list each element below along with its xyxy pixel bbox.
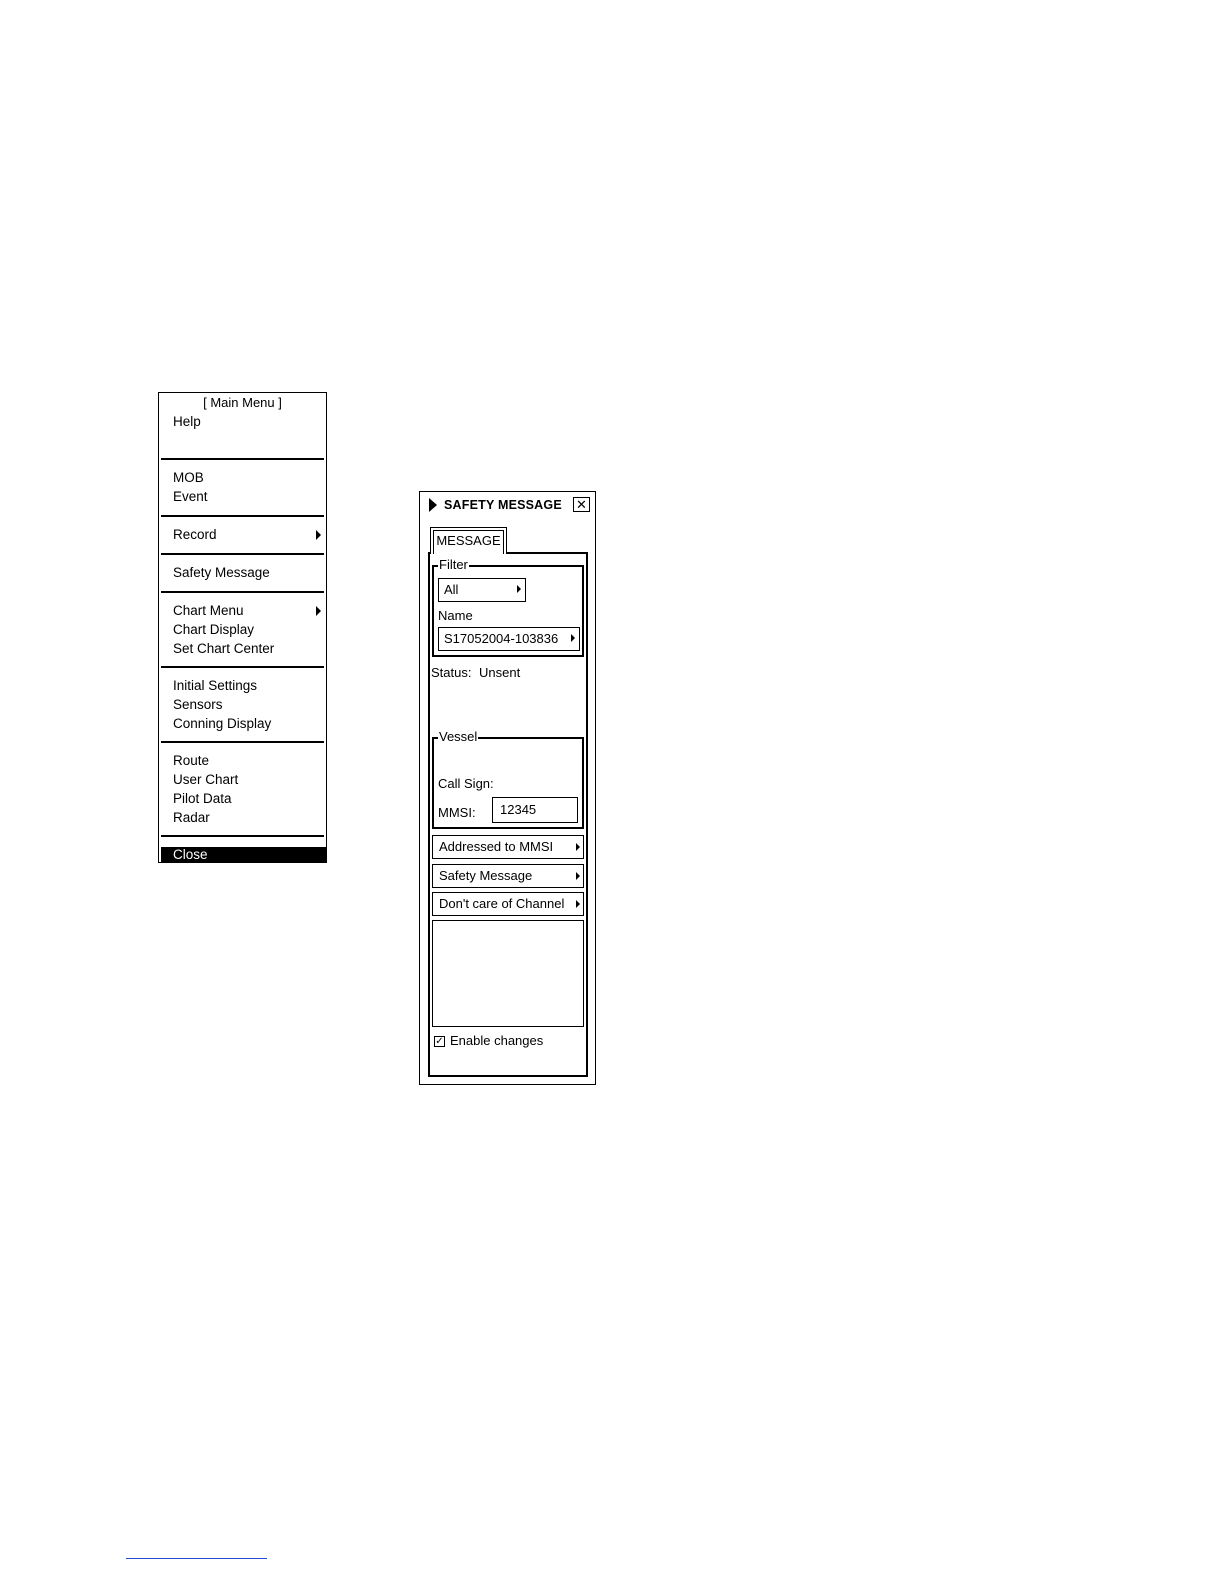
filter-select-value: All: [444, 582, 459, 597]
menu-divider: [161, 591, 324, 593]
message-type-select-value: Safety Message: [439, 868, 533, 883]
menu-item-conning-display[interactable]: Conning Display: [173, 716, 272, 731]
addressing-select-value: Addressed to MMSI: [439, 839, 554, 854]
menu-item-pilot-data[interactable]: Pilot Data: [173, 791, 232, 806]
submenu-arrow-icon: [316, 606, 321, 616]
dropdown-arrow-icon: [517, 585, 521, 593]
name-select[interactable]: [438, 627, 580, 651]
menu-divider: [161, 515, 324, 517]
mmsi-input-value: 12345: [500, 802, 537, 817]
message-type-select[interactable]: [432, 864, 584, 888]
call-sign-label: Call Sign:: [438, 776, 494, 791]
menu-item-initial-settings[interactable]: Initial Settings: [173, 678, 258, 693]
menu-item-record[interactable]: [173, 525, 323, 544]
vessel-group: [432, 729, 584, 829]
status-value: Unsent: [479, 665, 521, 680]
checkmark-icon: ✓: [435, 1036, 444, 1047]
submenu-arrow-icon: [316, 530, 321, 540]
message-panel: [428, 552, 588, 1077]
tab-message-label: MESSAGE: [433, 530, 504, 554]
menu-divider: [161, 741, 324, 743]
menu-divider: [161, 458, 324, 460]
menu-item-help[interactable]: Help: [173, 414, 201, 429]
menu-item-user-chart[interactable]: User Chart: [173, 772, 239, 787]
channel-select-value: Don't care of Channel: [439, 896, 565, 911]
name-select-value: S17052004-103836: [444, 631, 559, 646]
mmsi-input[interactable]: [492, 797, 578, 823]
window-title: SAFETY MESSAGE: [444, 498, 562, 512]
footer-divider: [126, 1558, 267, 1559]
menu-item-chart-menu[interactable]: [173, 601, 323, 620]
dropdown-arrow-icon: [571, 634, 575, 642]
enable-changes-label: Enable changes: [450, 1033, 544, 1048]
status-label: Status:: [431, 665, 472, 680]
vessel-label: Vessel: [439, 729, 478, 744]
menu-divider: [161, 553, 324, 555]
name-label: Name: [438, 608, 473, 623]
mmsi-label: MMSI:: [438, 805, 476, 820]
tab-message[interactable]: [430, 527, 507, 554]
menu-divider: [161, 666, 324, 668]
menu-item-mob[interactable]: MOB: [173, 470, 204, 485]
main-menu: [158, 392, 327, 863]
dropdown-arrow-icon: [576, 900, 580, 908]
menu-item-record-label: Record: [173, 527, 217, 542]
dropdown-arrow-icon: [576, 872, 580, 880]
window-arrow-icon: [429, 498, 437, 512]
dropdown-arrow-icon: [576, 843, 580, 851]
addressing-select[interactable]: [432, 835, 584, 859]
menu-item-close[interactable]: Close: [161, 847, 326, 863]
menu-item-chart-display[interactable]: Chart Display: [173, 622, 255, 637]
menu-item-event[interactable]: Event: [173, 489, 208, 504]
menu-item-set-chart-center[interactable]: Set Chart Center: [173, 641, 275, 656]
filter-label: Filter: [439, 557, 468, 572]
menu-divider: [161, 835, 324, 837]
filter-group: [432, 557, 584, 657]
main-menu-title: [ Main Menu ]: [203, 395, 282, 410]
menu-item-chart-menu-label: Chart Menu: [173, 603, 244, 618]
message-text-area[interactable]: [432, 920, 584, 1027]
channel-select[interactable]: [432, 892, 584, 916]
safety-message-window: [419, 491, 596, 1085]
close-button[interactable]: [573, 497, 590, 512]
menu-item-safety-message[interactable]: Safety Message: [173, 565, 270, 580]
menu-item-radar[interactable]: Radar: [173, 810, 210, 825]
filter-select[interactable]: [438, 578, 526, 602]
close-icon: ✕: [576, 497, 587, 512]
menu-item-route[interactable]: Route: [173, 753, 210, 768]
menu-item-sensors[interactable]: Sensors: [173, 697, 223, 712]
enable-changes-checkbox[interactable]: [434, 1036, 445, 1047]
